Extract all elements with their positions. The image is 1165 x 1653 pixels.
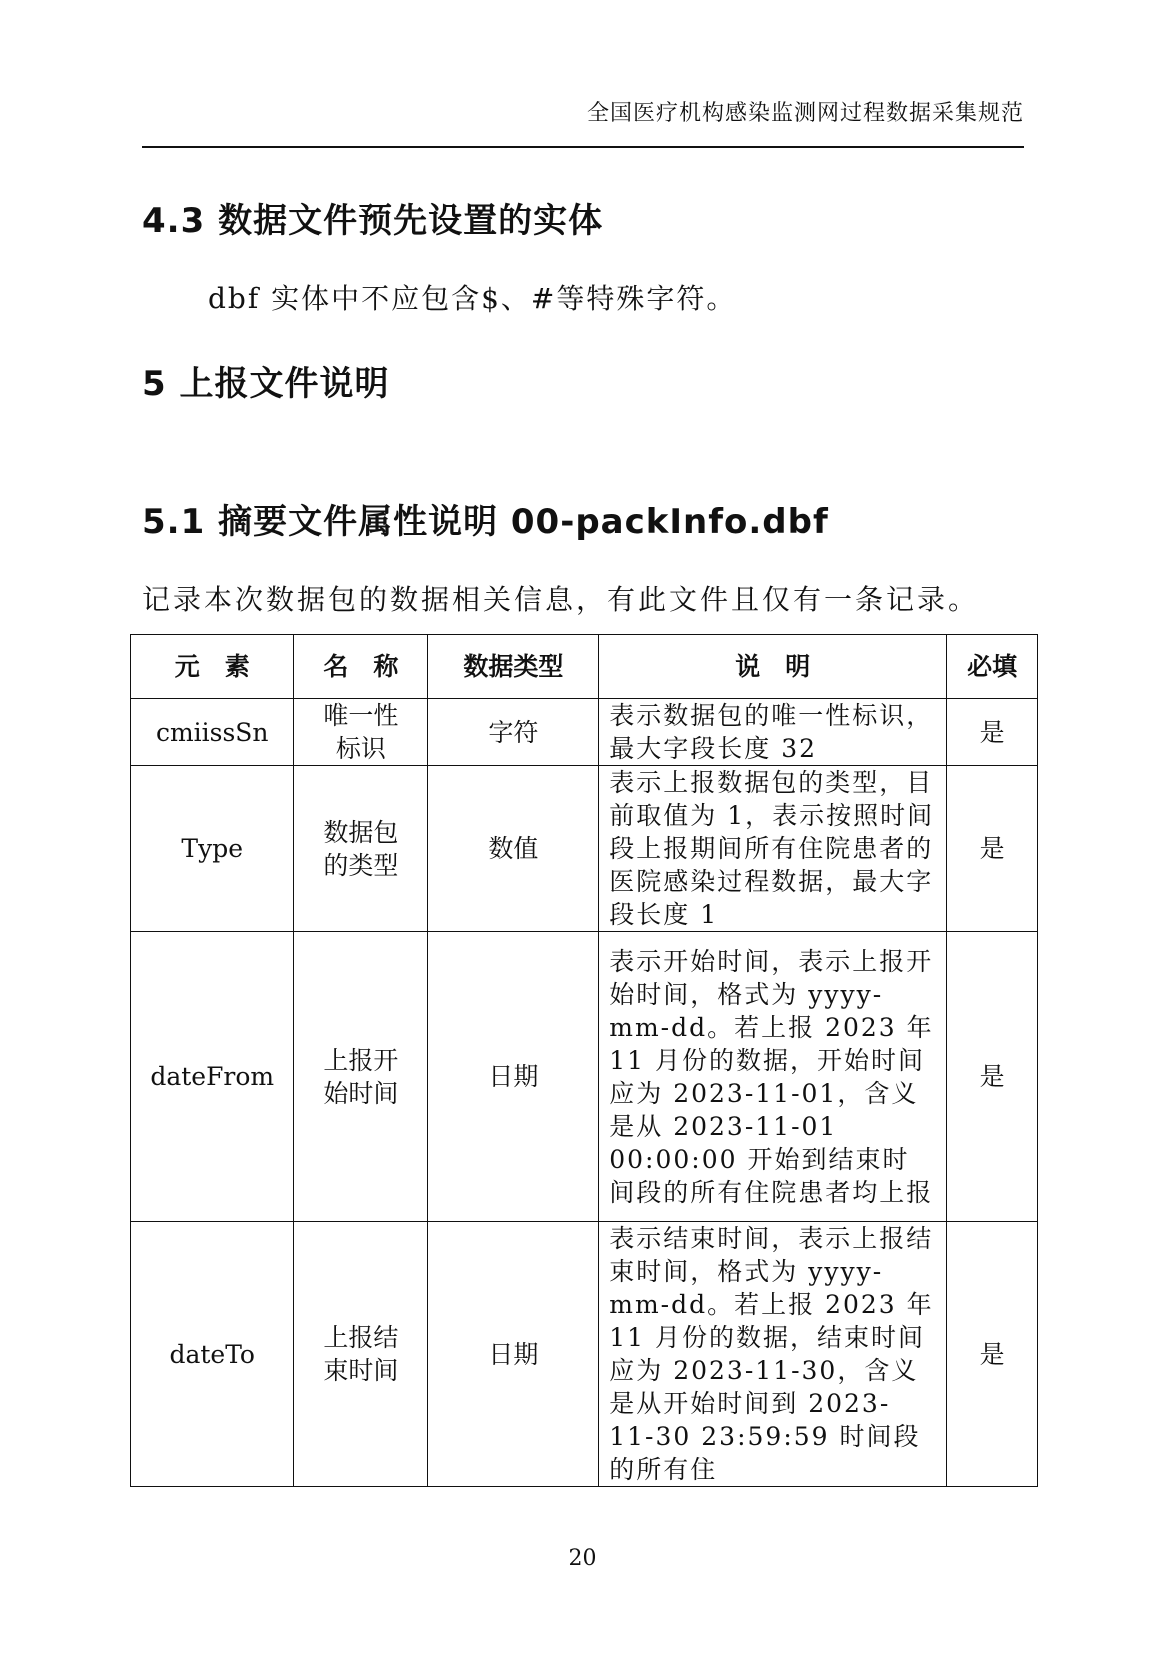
table-row (131, 932, 1038, 1222)
cell-required: 是 (947, 699, 1038, 766)
cell-required: 是 (947, 1222, 1038, 1487)
page-header (142, 86, 1024, 148)
column-header: 说 明 (599, 635, 947, 699)
cell-name: 上报结束时间 (323, 1323, 399, 1385)
attribute-table (130, 634, 1038, 1487)
section-heading-5: 5 上报文件说明 (142, 364, 390, 404)
cell-type: 日期 (428, 1222, 599, 1487)
section-heading-5-1: 5.1 摘要文件属性说明 00-packInfo.dbf (142, 502, 829, 542)
cell-type: 日期 (428, 932, 599, 1222)
cell-element: dateTo (131, 1222, 294, 1487)
table-header-row (131, 635, 1038, 699)
column-header: 元 素 (131, 635, 294, 699)
cell-name: 唯一性标识 (323, 701, 399, 763)
table-row (131, 699, 1038, 766)
section-4-3-text: dbf 实体中不应包含$、#等特殊字符。 (208, 282, 737, 315)
cell-name: 上报开始时间 (323, 1045, 399, 1108)
cell-required: 是 (947, 766, 1038, 932)
cell-desc: 表示结束时间，表示上报结束时间，格式为 yyyy-mm-dd。若上报 2023 年 11 月份的数据，结束时间应为 2023-11-30，含义是从开始时间到 2023-11-30 23:59:59 时间段的所有住 (599, 1222, 947, 1487)
cell-desc: 表示开始时间，表示上报开始时间，格式为 yyyy-mm-dd。若上报 2023 年 11 月份的数据，开始时间应为 2023-11-01，含义是从 2023-11-01 00:00:00 开始到结束时间段的所有住院患者均上报 (599, 932, 947, 1222)
page-number: 20 (568, 1546, 597, 1571)
section-5-1-text: 记录本次数据包的数据相关信息，有此文件且仅有一条记录。 (142, 583, 980, 616)
cell-type: 数值 (428, 766, 599, 932)
section-heading-4-3: 4.3 数据文件预先设置的实体 (142, 201, 604, 241)
header-title: 全国医疗机构感染监测网过程数据采集规范 (586, 101, 1024, 126)
column-header: 数据类型 (428, 635, 599, 699)
cell-required: 是 (947, 932, 1038, 1222)
table-row (131, 766, 1038, 932)
cell-name: 数据包的类型 (323, 817, 399, 880)
cell-desc: 表示数据包的唯一性标识，最大字段长度 32 (599, 699, 947, 766)
cell-type: 字符 (428, 699, 599, 766)
table-row (131, 1222, 1038, 1487)
column-header: 必填 (947, 635, 1038, 699)
cell-element: cmiissSn (131, 699, 294, 766)
column-header: 名 称 (294, 635, 428, 699)
cell-element: dateFrom (131, 932, 294, 1222)
cell-desc: 表示上报数据包的类型，目前取值为 1，表示按照时间段上报期间所有住院患者的医院感染过程数据，最大字段长度 1 (599, 766, 947, 932)
cell-element: Type (131, 766, 294, 932)
